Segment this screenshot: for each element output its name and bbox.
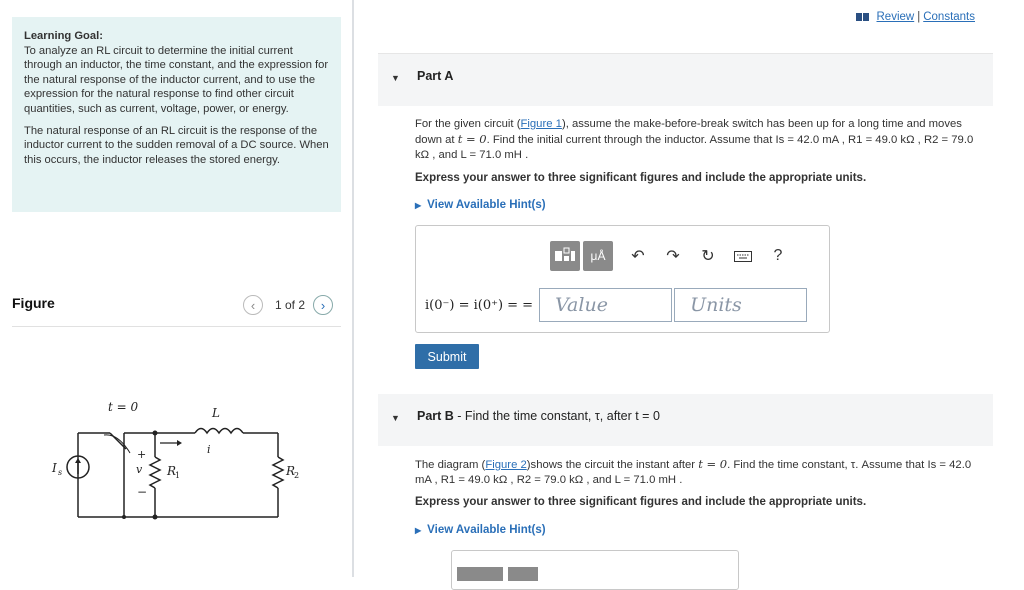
part-a-title: Part A <box>417 69 454 83</box>
learning-goal-paragraph-2: The natural response of an RL circuit is the response of the inductor current to the sudden removal of a DC source. When this occurs, the inductor releases the stored energy. <box>24 124 329 166</box>
right-panel <box>378 0 993 577</box>
template-button[interactable] <box>457 567 503 581</box>
reset-icon[interactable]: ↻ <box>701 248 715 265</box>
switch-label: t = 0 <box>108 400 139 414</box>
switch-arc <box>104 435 130 453</box>
learning-goal-paragraph-1: To analyze an RL circuit to determine the initial current through an inductor, the time constant, and the expression for the natural response of the inductor current, and to use the expression for the natural response to find other circuit quantities, such as current, voltage, power, or energy. <box>24 44 329 115</box>
current-label: i <box>207 443 211 456</box>
part-b-instruction: Express your answer to three significant figures and include the appropriate units. <box>415 496 867 508</box>
part-a-hint-link[interactable]: ▶ View Available Hint(s) <box>415 199 546 211</box>
learning-goal-box <box>12 17 341 212</box>
voltage-label: v <box>136 463 143 476</box>
units-button[interactable]: μÅ <box>583 241 613 271</box>
figure-1-link[interactable]: Figure 1 <box>520 118 562 130</box>
part-b-hint-link[interactable]: ▶ View Available Hint(s) <box>415 524 546 536</box>
part-b-header[interactable] <box>378 394 993 446</box>
template-icon <box>554 247 576 265</box>
part-a-values: Is = 42.0 mA , R1 = 49.0 kΩ , R2 = 79.0 kΩ , and L = 71.0 mH . <box>415 134 974 161</box>
part-a-header[interactable] <box>378 54 993 106</box>
rl-circuit-diagram <box>40 395 300 530</box>
value-input[interactable]: Value <box>539 288 672 322</box>
inductor-coil <box>195 429 243 434</box>
header-links: Review | Constants <box>856 11 975 23</box>
figure-2-link[interactable]: Figure 2 <box>485 459 527 471</box>
node-bottom <box>153 515 158 520</box>
units-input[interactable]: Units <box>674 288 807 322</box>
minus-sign: − <box>137 485 148 499</box>
figure-page-indicator: 1 of 2 <box>275 298 306 312</box>
r1-label: R <box>167 464 177 478</box>
next-figure-button[interactable]: › <box>313 295 333 315</box>
collapse-arrow-icon[interactable]: ▼ <box>391 73 400 83</box>
r1-subscript: 1 <box>175 471 181 480</box>
redo-icon[interactable]: ↷ <box>666 248 680 265</box>
equation-label: i(0⁻) = i(0⁺) = = <box>425 297 534 313</box>
constants-link[interactable]: Constants <box>923 11 975 23</box>
panel-divider <box>352 0 354 577</box>
resistor-r2 <box>273 457 283 488</box>
source-subscript: s <box>58 468 63 477</box>
figure-pager <box>243 295 333 315</box>
book-icon <box>856 13 869 21</box>
submit-button[interactable]: Submit <box>415 344 479 369</box>
review-link[interactable]: Review <box>876 11 915 23</box>
part-b-question: The diagram (Figure 2)shows the circuit the instant after t = 0. Find the time constant, τ. Assume that Is = 42.0 mA , R1 = 49.0 kΩ , R2 = 79.0 kΩ , and L = 71.0 mH . <box>415 457 972 486</box>
source-label: I <box>52 461 57 475</box>
units-button[interactable] <box>508 567 538 581</box>
undo-icon[interactable]: ↶ <box>631 248 645 265</box>
left-panel <box>0 0 352 577</box>
node-top <box>153 431 158 436</box>
help-icon[interactable]: ? <box>773 247 783 264</box>
r2-subscript: 2 <box>294 471 300 480</box>
part-a-question: For the given circuit (Figure 1), assume the make-before-break switch has been up for a long time and moves down at t = 0. Find the initial current through the inductor. Assume that Is = 42.0 mA , R1 = 49.0 kΩ , R2 = 79.0 kΩ , and L = 71.0 mH . <box>415 118 974 161</box>
keyboard-icon[interactable] <box>730 241 756 271</box>
equation-row <box>425 288 809 322</box>
learning-goal-heading: Learning Goal: <box>24 30 103 42</box>
caret-right-icon: ▶ <box>415 201 422 210</box>
collapse-arrow-icon[interactable]: ▼ <box>391 413 400 423</box>
part-b-values: Is = 42.0 mA , R1 = 49.0 kΩ , R2 = 79.0 kΩ , and L = 71.0 mH . <box>415 459 972 486</box>
math-toolbar <box>550 241 791 271</box>
figure-title: Figure <box>12 295 55 311</box>
figure-divider <box>12 326 341 327</box>
resistor-r1 <box>150 457 160 488</box>
template-button[interactable] <box>550 241 580 271</box>
part-b-title: Part B - Find the time constant, τ, after t = 0 <box>417 409 660 423</box>
caret-right-icon: ▶ <box>415 526 422 535</box>
part-b-answer-box <box>451 550 739 590</box>
answer-box <box>415 225 830 333</box>
plus-sign: + <box>137 448 147 461</box>
r2-label: R <box>286 464 296 478</box>
inductor-label: L <box>212 406 220 420</box>
previous-figure-button[interactable]: ‹ <box>243 295 263 315</box>
part-a-instruction: Express your answer to three significant figures and include the appropriate units. <box>415 172 867 184</box>
